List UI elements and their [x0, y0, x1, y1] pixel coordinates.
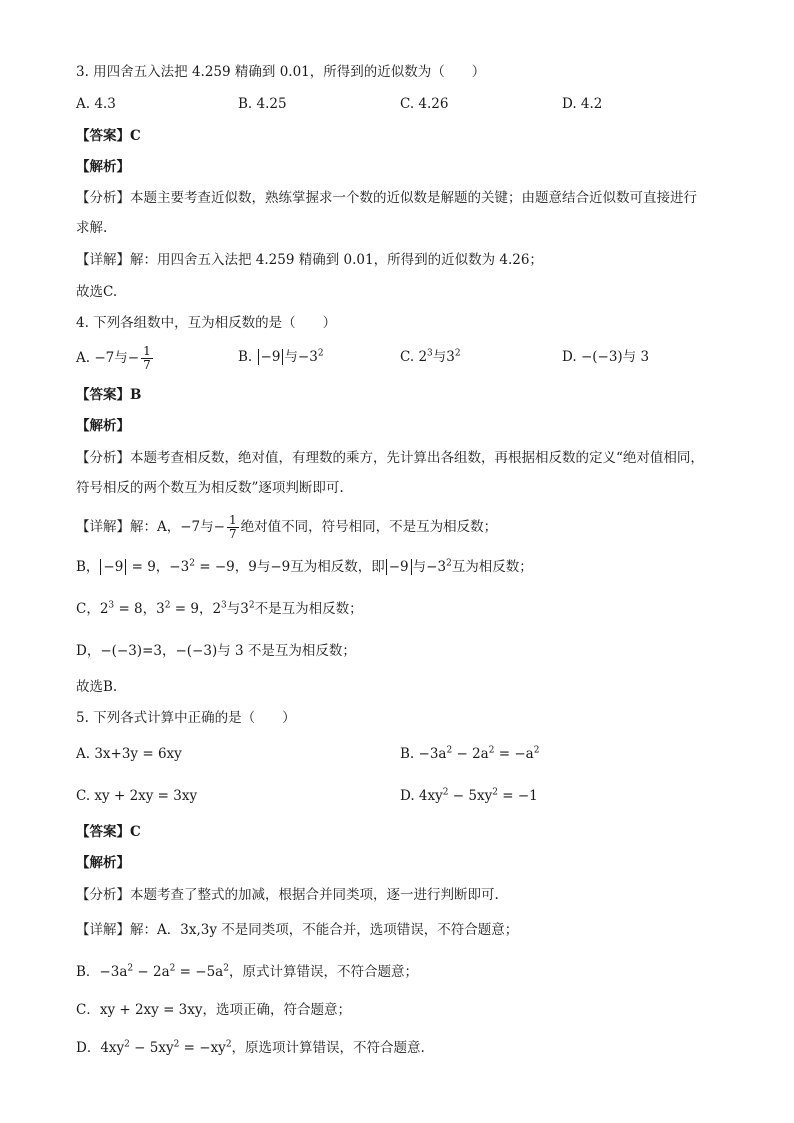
q4-conclusion: 故选B.: [76, 679, 118, 695]
q3-option-b: B. 4.25: [238, 96, 287, 112]
q3-option-a: A. 4.3: [76, 96, 116, 112]
text: 不是互为相反数；: [254, 601, 363, 617]
exponent: 2: [189, 558, 195, 569]
fraction: [227, 514, 239, 541]
q3-answer: 【答案】C: [76, 128, 141, 144]
q4-fenxi-line2: 符号相反的两个数互为相反数”逐项判断即可.: [76, 480, 344, 496]
exponent: 2: [127, 963, 134, 974]
q3-stem: 3. 用四舍五入法把 4.259 精确到 0.01，所得到的近似数为（ ）: [76, 64, 486, 80]
exponent: 2: [442, 787, 449, 798]
q4-option-d-text: −(−3)与 3: [580, 349, 650, 365]
q4-option-c-base: 2: [418, 349, 428, 365]
exponent: 2: [446, 745, 453, 756]
text: B，: [76, 559, 100, 575]
q4-xiangjie-a-post: 绝对值不同，符号相同，不是互为相反数；: [240, 519, 498, 535]
q4-option-a-text: −7与−: [94, 350, 140, 366]
q5-fenxi: 【分析】本题考查了整式的加减，根据合并同类项，逐一进行判断即可.: [76, 887, 499, 903]
text: = −9，9与−9互为相反数，即: [194, 559, 385, 575]
fraction-denominator: 7: [228, 527, 237, 541]
text: B. −3a: [400, 746, 447, 762]
fraction-numerator: 1: [228, 513, 237, 527]
q3-option-d: D. 4.2: [562, 96, 603, 112]
q5-option-d: [400, 786, 538, 806]
text: − 2a: [452, 746, 489, 762]
q5-xiangjie-a: 【详解】解：A．3x,3y 不是同类项，不能合并，选项错误，不符合题意；: [76, 922, 519, 938]
q4-option-c: [400, 347, 461, 367]
q4-option-b-rest: 与−3: [284, 349, 318, 365]
q3-fenxi-line1: 【分析】本题主要考查近似数，熟练掌握求一个数的近似数是解题的关键；由题意结合近似数可直接进行: [76, 190, 697, 206]
exponent: 2: [492, 787, 498, 798]
text: C，2: [76, 601, 109, 617]
text: = −a: [494, 746, 534, 762]
q4-answer: 【答案】B: [76, 387, 142, 403]
q5-analysis-label: 【解析】: [76, 855, 130, 871]
text: D. 4xy: [400, 788, 443, 804]
q4-analysis-label: 【解析】: [76, 418, 130, 434]
absolute-value: −9: [258, 349, 284, 365]
text: = 9，−3: [127, 559, 190, 575]
absolute-value: −9: [100, 559, 126, 575]
q4-xiangjie-a-pre: 【详解】解：A，−7与−: [76, 519, 225, 535]
text: B．−3a: [76, 964, 128, 980]
exponent: 2: [248, 600, 255, 611]
q4-option-c-mid: 与3: [432, 349, 455, 365]
q3-conclusion: 故选C.: [76, 284, 118, 300]
q5-xiangjie-c: C．xy + 2xy = 3xy，选项正确，符合题意；: [76, 1002, 352, 1018]
text: = −xy: [179, 1040, 226, 1056]
q4-option-d: [562, 347, 649, 367]
exponent: 2: [124, 1039, 130, 1050]
exponent: 2: [164, 600, 171, 611]
exponent: 2: [225, 1039, 232, 1050]
q4-option-b-label: B.: [238, 349, 253, 365]
exponent: 3: [221, 600, 227, 611]
q4-stem: 4. 下列各组数中，互为相反数的是（ ）: [76, 315, 337, 331]
text: = 8，3: [114, 601, 165, 617]
text: = −1: [497, 788, 538, 804]
q3-option-c: C. 4.26: [400, 96, 449, 112]
text: 互为相反数；: [451, 559, 533, 575]
q3-xiangjie: 【详解】解：用四舍五入法把 4.259 精确到 0.01，所得到的近似数为 4.26；: [76, 252, 543, 268]
text: 与3: [226, 601, 249, 617]
exponent: 2: [317, 348, 324, 359]
text: − 5xy: [448, 788, 493, 804]
exponent: 3: [427, 348, 433, 359]
fraction: [141, 345, 153, 372]
fraction-numerator: 1: [143, 344, 151, 358]
exponent: 2: [446, 558, 452, 569]
text: 与−3: [412, 559, 447, 575]
q5-answer: 【答案】C: [76, 824, 141, 840]
q4-option-d-label: D.: [562, 349, 577, 365]
exponent: 2: [454, 348, 461, 359]
text: − 2a: [133, 964, 170, 980]
q5-option-c: C. xy + 2xy = 3xy: [76, 788, 198, 804]
text: ，原式计算错误，不符合题意；: [228, 964, 418, 980]
text: D．4xy: [76, 1040, 125, 1056]
q4-option-b: [238, 347, 324, 367]
q4-fenxi-line1: 【分析】本题考查相反数，绝对值，有理数的乘方，先计算出各组数，再根据相反数的定义“绝对值相同，: [76, 450, 704, 466]
text: = 9，2: [170, 601, 222, 617]
q4-option-c-label: C.: [400, 349, 415, 365]
absolute-value: −9: [386, 559, 412, 575]
q5-xiangjie-d: [76, 1038, 425, 1058]
exponent: 3: [108, 600, 115, 611]
q5-option-b: [400, 744, 539, 764]
q4-xiangjie-c: [76, 599, 363, 619]
q4-option-a: [76, 345, 155, 372]
text: = −5a: [175, 964, 224, 980]
q3-fenxi-line2: 求解.: [76, 220, 108, 236]
exponent: 2: [169, 963, 176, 974]
text: ，原选项计算错误，不符合题意.: [231, 1040, 425, 1056]
q5-option-a: A. 3x+3y = 6xy: [76, 746, 182, 762]
q4-option-a-label: A.: [76, 350, 91, 366]
q4-xiangjie-a: [76, 514, 497, 541]
exponent: 2: [488, 745, 495, 756]
exponent: 2: [533, 745, 540, 756]
fraction-denominator: 7: [143, 358, 151, 372]
exponent: 2: [223, 963, 229, 974]
q4-xiangjie-d: D，−(−3)=3，−(−3)与 3 不是互为相反数；: [76, 643, 356, 659]
exponent: 2: [173, 1039, 180, 1050]
q3-analysis-label: 【解析】: [76, 159, 130, 175]
q4-xiangjie-b: [76, 557, 533, 577]
q5-xiangjie-b: [76, 962, 418, 982]
q5-stem: 5. 下列各式计算中正确的是（ ）: [76, 710, 296, 726]
text: − 5xy: [129, 1040, 174, 1056]
